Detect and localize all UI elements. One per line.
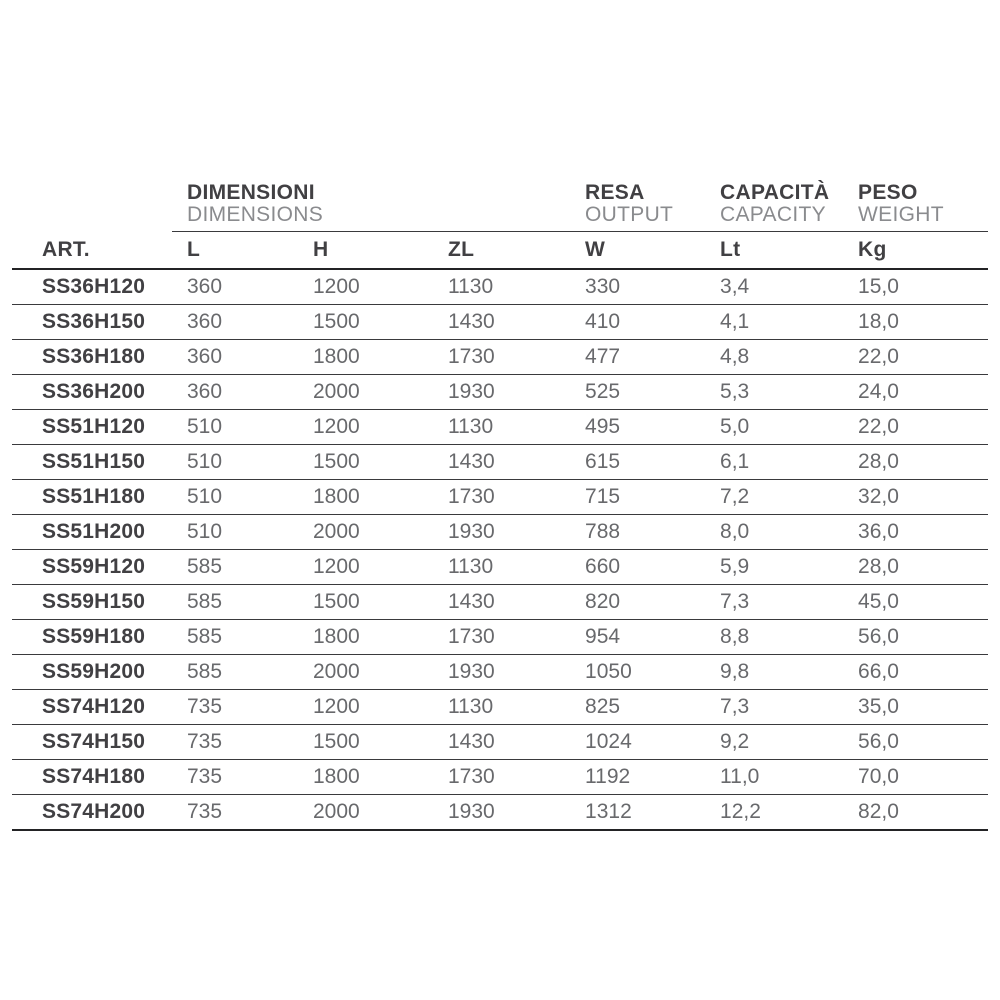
table-row — [12, 340, 988, 375]
cell-value: 8,8 — [705, 620, 843, 655]
cell-value: 1050 — [570, 655, 705, 690]
cell-art: SS59H120 — [12, 550, 172, 585]
cell-value: 1500 — [298, 585, 433, 620]
cell-value: 510 — [172, 515, 298, 550]
cell-value: 360 — [172, 305, 298, 340]
cell-art: SS36H150 — [12, 305, 172, 340]
cell-value: 510 — [172, 480, 298, 515]
table-row — [12, 655, 988, 690]
cell-value: 28,0 — [843, 445, 988, 480]
cell-value: 715 — [570, 480, 705, 515]
table-row — [12, 585, 988, 620]
table-row — [12, 690, 988, 725]
cell-value: 735 — [172, 760, 298, 795]
group-label-primary: RESA — [585, 181, 645, 204]
cell-value: 1430 — [433, 305, 570, 340]
cell-value: 1130 — [433, 269, 570, 305]
cell-value: 56,0 — [843, 725, 988, 760]
cell-value: 2000 — [298, 795, 433, 831]
cell-value: 70,0 — [843, 760, 988, 795]
cell-value: 1500 — [298, 725, 433, 760]
cell-value: 36,0 — [843, 515, 988, 550]
group-header-row — [12, 170, 988, 232]
cell-value: 410 — [570, 305, 705, 340]
cell-value: 1930 — [433, 795, 570, 831]
cell-value: 1930 — [433, 515, 570, 550]
cell-value: 1500 — [298, 305, 433, 340]
column-header-w: W — [570, 232, 705, 270]
cell-value: 1192 — [570, 760, 705, 795]
cell-value: 825 — [570, 690, 705, 725]
column-header-h: H — [298, 232, 433, 270]
cell-value: 1800 — [298, 480, 433, 515]
cell-art: SS36H200 — [12, 375, 172, 410]
cell-art: SS51H180 — [12, 480, 172, 515]
cell-value: 66,0 — [843, 655, 988, 690]
column-header-zl: ZL — [433, 232, 570, 270]
group-capacity — [705, 170, 843, 232]
cell-value: 1200 — [298, 550, 433, 585]
cell-value: 1430 — [433, 585, 570, 620]
cell-value: 7,3 — [705, 585, 843, 620]
cell-value: 1930 — [433, 655, 570, 690]
cell-value: 1800 — [298, 620, 433, 655]
cell-value: 360 — [172, 269, 298, 305]
cell-value: 1130 — [433, 690, 570, 725]
cell-value: 15,0 — [843, 269, 988, 305]
cell-value: 2000 — [298, 655, 433, 690]
cell-value: 3,4 — [705, 269, 843, 305]
cell-value: 788 — [570, 515, 705, 550]
cell-value: 12,2 — [705, 795, 843, 831]
cell-value: 330 — [570, 269, 705, 305]
cell-value: 1730 — [433, 620, 570, 655]
group-weight — [843, 170, 988, 232]
cell-value: 1930 — [433, 375, 570, 410]
cell-art: SS51H150 — [12, 445, 172, 480]
cell-value: 22,0 — [843, 340, 988, 375]
cell-value: 1430 — [433, 725, 570, 760]
cell-art: SS51H200 — [12, 515, 172, 550]
cell-art: SS74H150 — [12, 725, 172, 760]
group-label-secondary: CAPACITY — [720, 203, 826, 226]
cell-value: 9,8 — [705, 655, 843, 690]
cell-value: 660 — [570, 550, 705, 585]
group-label-primary: PESO — [858, 181, 918, 204]
cell-value: 4,1 — [705, 305, 843, 340]
cell-value: 4,8 — [705, 340, 843, 375]
cell-art: SS59H180 — [12, 620, 172, 655]
cell-value: 1430 — [433, 445, 570, 480]
cell-value: 525 — [570, 375, 705, 410]
cell-value: 5,3 — [705, 375, 843, 410]
cell-value: 360 — [172, 340, 298, 375]
cell-value: 1800 — [298, 760, 433, 795]
cell-value: 495 — [570, 410, 705, 445]
group-label-secondary: OUTPUT — [585, 203, 674, 226]
cell-value: 28,0 — [843, 550, 988, 585]
cell-value: 510 — [172, 410, 298, 445]
cell-art: SS74H180 — [12, 760, 172, 795]
cell-art: SS74H120 — [12, 690, 172, 725]
table-body — [12, 269, 988, 830]
cell-value: 18,0 — [843, 305, 988, 340]
cell-value: 585 — [172, 550, 298, 585]
group-output — [570, 170, 705, 232]
table-row — [12, 725, 988, 760]
cell-value: 585 — [172, 620, 298, 655]
spec-table — [12, 170, 988, 831]
cell-value: 6,1 — [705, 445, 843, 480]
cell-value: 8,0 — [705, 515, 843, 550]
cell-value: 7,2 — [705, 480, 843, 515]
cell-value: 735 — [172, 690, 298, 725]
corner-cell — [12, 170, 172, 232]
cell-value: 1730 — [433, 760, 570, 795]
table-row — [12, 515, 988, 550]
table-row — [12, 480, 988, 515]
cell-value: 9,2 — [705, 725, 843, 760]
cell-value: 615 — [570, 445, 705, 480]
group-label-primary: CAPACITÀ — [720, 181, 830, 204]
cell-value: 1200 — [298, 690, 433, 725]
cell-value: 5,9 — [705, 550, 843, 585]
cell-value: 1130 — [433, 550, 570, 585]
cell-art: SS36H180 — [12, 340, 172, 375]
table-row — [12, 760, 988, 795]
cell-value: 477 — [570, 340, 705, 375]
column-header-row — [12, 232, 988, 270]
column-header-lt: Lt — [705, 232, 843, 270]
table-row — [12, 620, 988, 655]
cell-value: 1312 — [570, 795, 705, 831]
cell-value: 32,0 — [843, 480, 988, 515]
column-header-l: L — [172, 232, 298, 270]
cell-value: 82,0 — [843, 795, 988, 831]
table-row — [12, 550, 988, 585]
cell-value: 1730 — [433, 340, 570, 375]
cell-art: SS36H120 — [12, 269, 172, 305]
table-row — [12, 410, 988, 445]
group-label-secondary: DIMENSIONS — [187, 203, 324, 226]
cell-art: SS59H200 — [12, 655, 172, 690]
cell-value: 735 — [172, 725, 298, 760]
cell-value: 2000 — [298, 375, 433, 410]
cell-value: 11,0 — [705, 760, 843, 795]
group-dimensions — [172, 170, 570, 232]
cell-art: SS59H150 — [12, 585, 172, 620]
cell-value: 360 — [172, 375, 298, 410]
cell-value: 585 — [172, 655, 298, 690]
cell-value: 2000 — [298, 515, 433, 550]
table-row — [12, 445, 988, 480]
cell-value: 1024 — [570, 725, 705, 760]
table-row — [12, 305, 988, 340]
cell-value: 45,0 — [843, 585, 988, 620]
column-header-art: ART. — [12, 232, 172, 270]
cell-value: 22,0 — [843, 410, 988, 445]
cell-value: 1500 — [298, 445, 433, 480]
table-row — [12, 269, 988, 305]
cell-value: 735 — [172, 795, 298, 831]
cell-value: 1800 — [298, 340, 433, 375]
cell-value: 820 — [570, 585, 705, 620]
cell-value: 1130 — [433, 410, 570, 445]
cell-value: 1730 — [433, 480, 570, 515]
table-row — [12, 795, 988, 831]
cell-value: 24,0 — [843, 375, 988, 410]
cell-value: 56,0 — [843, 620, 988, 655]
cell-value: 35,0 — [843, 690, 988, 725]
cell-value: 585 — [172, 585, 298, 620]
cell-value: 7,3 — [705, 690, 843, 725]
group-label-secondary: WEIGHT — [858, 203, 944, 226]
cell-value: 510 — [172, 445, 298, 480]
table-row — [12, 375, 988, 410]
cell-value: 1200 — [298, 410, 433, 445]
cell-value: 1200 — [298, 269, 433, 305]
group-label-primary: DIMENSIONI — [187, 181, 315, 204]
cell-value: 5,0 — [705, 410, 843, 445]
cell-value: 954 — [570, 620, 705, 655]
column-header-kg: Kg — [843, 232, 988, 270]
cell-art: SS74H200 — [12, 795, 172, 831]
cell-art: SS51H120 — [12, 410, 172, 445]
